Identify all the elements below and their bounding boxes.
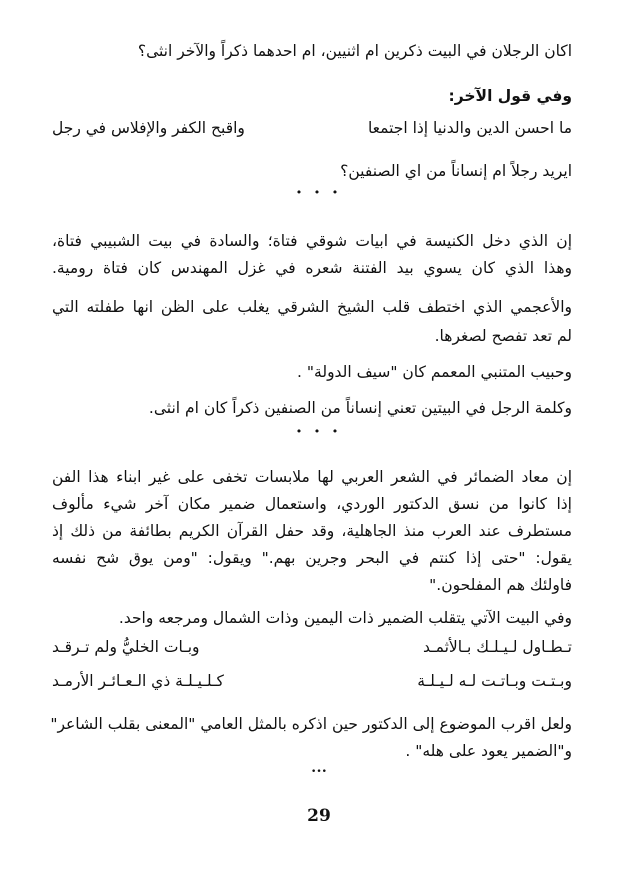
paragraph-line: والأعجمي الذي اختطف قلب الشيخ الشرقي يغلب على الظن انها طفلته التي bbox=[52, 298, 572, 316]
paragraph-line: ولعل اقرب الموضوع إلى الدكتور حين اذكره بالمثل العامي "المعنى بقلب الشاعر" bbox=[50, 715, 572, 733]
paragraph-line: يقول: "حتى إذا كنتم في البحر وجرين بهم." ويقول: "ومن يوق شح نفسه bbox=[52, 549, 572, 567]
paragraph-line: وفي البيت الآتي يتقلب الضمير ذات اليمين وذات الشمال ومرجعه واحد. bbox=[118, 609, 572, 627]
text-line: ايريد رجلاً ام إنساناً من اي الصنفين؟ bbox=[340, 162, 572, 180]
section-separator: • • • bbox=[295, 186, 343, 199]
verse-hemistich-left: وبـات الخليُّ ولم تـرقـد bbox=[52, 638, 200, 656]
paragraph-line: إذا كانوا من نسق الدكتور الوردي، واستعمال ضمير مكان آخر شيء مألوف bbox=[52, 495, 572, 513]
paragraph-line: وهذا الذي كان يسوي بيد الفتنة شعره في غزل المهندس كان فتاة رومية. bbox=[52, 259, 572, 277]
section-separator: • • • bbox=[295, 425, 343, 438]
paragraph-line: فاولئك هم المفلحون." bbox=[429, 576, 572, 594]
verse-hemistich-right: وبـتـت وبـاتـت لـه لـيـلـة bbox=[417, 672, 572, 690]
paragraph-line: مستطرف عند العرب منذ الجاهلية، وقد حفل القرآن الكريم بطائفة من ذلك إذ bbox=[52, 522, 572, 540]
verse-hemistich-left: كـلـيـلـة ذي الـعـائـر الأرمـد bbox=[52, 672, 224, 690]
section-heading: وفي قول الآخر: bbox=[448, 87, 572, 105]
verse-hemistich-right: ما احسن الدين والدنيا إذا اجتمعا bbox=[367, 119, 572, 137]
verse-hemistich-right: تـطـاول لـيـلـك بـالأثمـد bbox=[422, 638, 572, 656]
paragraph-line: لم تعد تفصح لصغرها. bbox=[434, 327, 572, 345]
section-separator: ••• bbox=[311, 767, 327, 777]
paragraph-line: وكلمة الرجل في البيتين تعني إنساناً من الصنفين ذكراً كان ام انثى. bbox=[148, 399, 572, 417]
page-number: 29 bbox=[307, 806, 331, 826]
paragraph-line: و"الضمير يعود على هله" . bbox=[405, 742, 572, 760]
text-line: اكان الرجلان في البيت ذكرين ام اثنيين، ام احدهما ذكراً والآخر انثى؟ bbox=[137, 42, 572, 60]
paragraph-line: وحبيب المتنبي المعمم كان "سيف الدولة" . bbox=[297, 363, 572, 381]
paragraph-line: إن معاد الضمائر في الشعر العربي لها ملابسات تخفى على غير ابناء هذا الفن bbox=[52, 468, 572, 486]
verse-hemistich-left: واقبح الكفر والإفلاس في رجل bbox=[52, 119, 245, 137]
paragraph-line: إن الذي دخل الكنيسة في ابيات شوقي فتاة؛ والسادة في بيت الشبيبي فتاة، bbox=[52, 232, 572, 250]
